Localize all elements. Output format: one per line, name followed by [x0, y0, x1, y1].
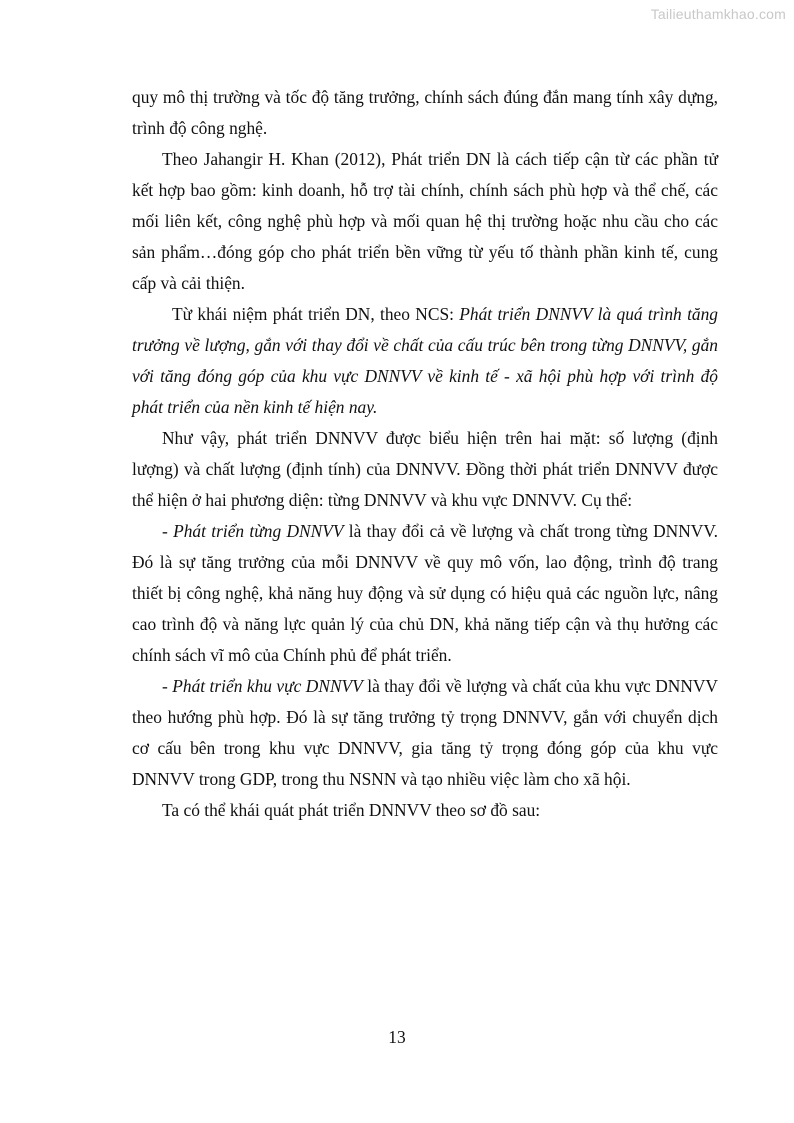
paragraph-khan-definition: Theo Jahangir H. Khan (2012), Phát triển DN là cách tiếp cận từ các phần tử kết hợp bao gồm: kinh doanh, hỗ trợ tài chính, chính sách phù hợp và thể chế, các mối liên kết, công nghệ phù hợp và mối quan hệ thị trường hoặc nhu cầu cho các sản phẩm…đóng góp cho phát triển bền vững từ yếu tố thành phần kinh tế, cung cấp và cải thiện.	[132, 149, 718, 293]
document-body	[132, 82, 718, 826]
paragraph-two-aspects: Như vậy, phát triển DNNVV được biểu hiện trên hai mặt: số lượng (định lượng) và chất lượng (định tính) của DNNVV. Đồng thời phát triển DNNVV được thể hiện ở hai phương diện: từng DNNVV và khu vực DNNVV. Cụ thể:	[132, 428, 718, 510]
paragraph-individual-sme	[132, 516, 718, 671]
watermark: Tailieuthamkhao.com	[650, 6, 786, 22]
paragraph-ncs-definition	[132, 299, 718, 423]
ncs-definition-lead: Từ khái niệm phát triển DN, theo NCS:	[172, 304, 460, 324]
paragraph-diagram-intro: Ta có thể khái quát phát triển DNNVV theo sơ đồ sau:	[162, 800, 541, 820]
paragraph-continuation: quy mô thị trường và tốc độ tăng trưởng, chính sách đúng đắn mang tính xây dựng, trình độ công nghệ.	[132, 87, 718, 138]
page-number: 13	[388, 1027, 406, 1047]
sme-sector-text: là thay đổi về lượng và chất của khu vực DNNVV theo hướng phù hợp. Đó là sự tăng trưởng tỷ trọng DNNVV, gắn với chuyển dịch cơ cấu bên trong khu vực DNNVV, gia tăng tỷ trọng đóng góp của khu vực DNNVV trong GDP, trong thu NSNN và tạo nhiều việc làm cho xã hội.	[132, 676, 718, 789]
ncs-definition-italic: Phát triển DNNVV là quá trình tăng trưởng về lượng, gắn với thay đổi về chất của cấu trúc bên trong từng DNNVV, gắn với tăng đóng góp của khu vực DNNVV về kinh tế - xã hội phù hợp với trình độ phát triển của nền kinh tế hiện nay.	[132, 304, 718, 417]
individual-sme-text: là thay đổi cả về lượng và chất trong từng DNNVV. Đó là sự tăng trưởng của mỗi DNNVV về quy mô vốn, lao động, trình độ trang thiết bị công nghệ, khả năng huy động và sử dụng có hiệu quả các nguồn lực, nâng cao trình độ và năng lực quản lý của chủ DN, khả năng tiếp cận và thụ hưởng các chính sách vĩ mô của Chính phủ để phát triển.	[132, 521, 718, 665]
sme-sector-heading: - Phát triển khu vực DNNVV	[162, 676, 363, 696]
individual-sme-heading: - Phát triển từng DNNVV	[162, 521, 344, 541]
paragraph-sme-sector	[132, 671, 718, 795]
